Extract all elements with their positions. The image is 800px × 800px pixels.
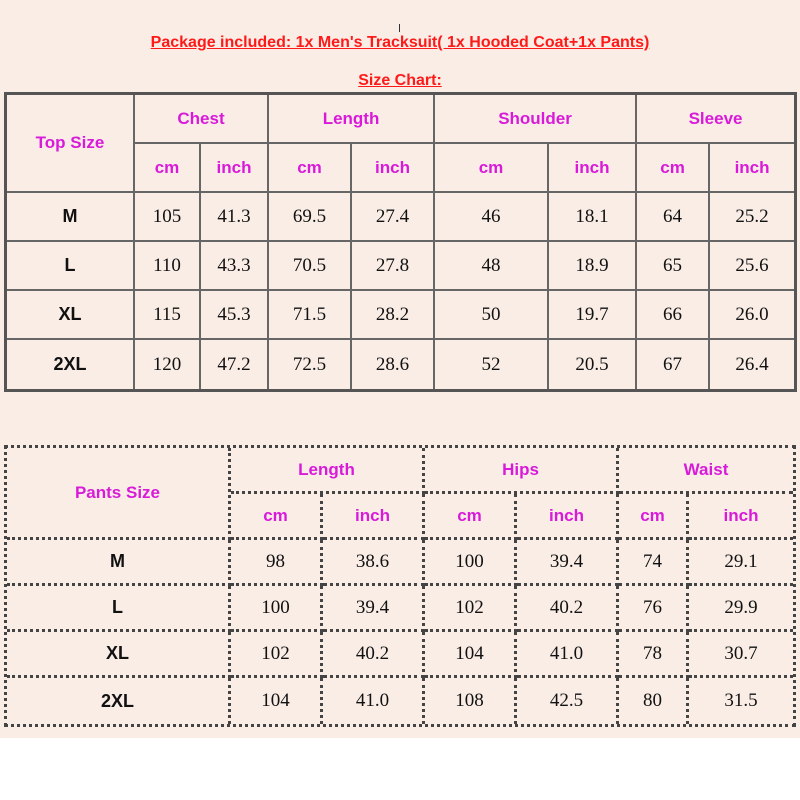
table-cell: 98 [231,540,323,586]
table-row [7,340,794,389]
length-header: Length [231,448,425,494]
unit-header: cm [435,144,549,193]
unit-header: inch [352,144,435,193]
table-cell: 102 [231,632,323,678]
pants-size-table [4,445,796,727]
table-cell: 78 [619,632,689,678]
chest-header: Chest [135,95,269,144]
table-cell: 42.5 [517,678,619,724]
table-cell: 120 [135,340,201,389]
table-cell: 108 [425,678,517,724]
table-cell: 39.4 [323,586,425,632]
table-cell: 115 [135,291,201,340]
table-cell: 41.0 [517,632,619,678]
table-cell: 26.0 [710,291,794,340]
table-cell: 27.8 [352,242,435,291]
size-label: 2XL [7,678,231,724]
table-cell: 50 [435,291,549,340]
table-cell: 29.9 [689,586,793,632]
unit-header: cm [619,494,689,540]
table-cell: 66 [637,291,710,340]
top-size-header: Top Size [7,95,135,193]
size-label: 2XL [7,340,135,389]
table-cell: 102 [425,586,517,632]
table-row [7,291,794,340]
table-cell: 40.2 [517,586,619,632]
table-cell: 71.5 [269,291,352,340]
table-row [7,540,793,586]
table-cell: 28.6 [352,340,435,389]
size-label: XL [7,291,135,340]
pants-size-header: Pants Size [7,448,231,540]
unit-header: cm [231,494,323,540]
table-row [7,193,794,242]
table-row [7,678,793,724]
package-included-text: Package included: 1x Men's Tracksuit( 1x Hooded Coat+1x Pants) [150,34,650,51]
unit-header: inch [517,494,619,540]
table-cell: 80 [619,678,689,724]
table-cell: 104 [425,632,517,678]
table-cell: 39.4 [517,540,619,586]
length-header: Length [269,95,435,144]
hips-header: Hips [425,448,619,494]
unit-header: inch [689,494,793,540]
table-cell: 104 [231,678,323,724]
table-cell: 27.4 [352,193,435,242]
table-cell: 72.5 [269,340,352,389]
top-size-table [4,92,797,392]
table-cell: 110 [135,242,201,291]
table-row [7,586,793,632]
unit-header: inch [201,144,269,193]
size-label: M [7,540,231,586]
table-cell: 19.7 [549,291,637,340]
unit-header: cm [637,144,710,193]
size-label: XL [7,632,231,678]
table-cell: 25.2 [710,193,794,242]
unit-header: cm [135,144,201,193]
table-cell: 67 [637,340,710,389]
table-cell: 20.5 [549,340,637,389]
unit-header: inch [323,494,425,540]
size-label: M [7,193,135,242]
table-cell: 100 [231,586,323,632]
table-cell: 100 [425,540,517,586]
table-cell: 18.9 [549,242,637,291]
table-cell: 76 [619,586,689,632]
size-label: L [7,242,135,291]
table-cell: 65 [637,242,710,291]
size-chart-title: Size Chart: [358,72,442,89]
table-cell: 30.7 [689,632,793,678]
table-cell: 31.5 [724,690,758,711]
table-cell: 48 [435,242,549,291]
table-cell: 70.5 [269,242,352,291]
table-cell: 41.0 [323,678,425,724]
table-cell: 28.2 [352,291,435,340]
size-label: L [7,586,231,632]
table-cell: 43.3 [201,242,269,291]
waist-header: Waist [619,448,793,494]
table-cell: 41.3 [201,193,269,242]
shoulder-header: Shoulder [435,95,637,144]
unit-header: cm [269,144,352,193]
table-cell: 47.2 [201,340,269,389]
top-tick-mark [399,24,400,32]
table-cell: 40.2 [323,632,425,678]
table-cell: 69.5 [269,193,352,242]
table-row [7,632,793,678]
table-cell: 52 [435,340,549,389]
table-cell: 46 [435,193,549,242]
unit-header: cm [425,494,517,540]
table-cell: 29.1 [689,540,793,586]
table-cell: 18.1 [549,193,637,242]
unit-header: inch [710,144,794,193]
table-cell: 45.3 [201,291,269,340]
table-cell: 25.6 [710,242,794,291]
table-cell: 64 [637,193,710,242]
unit-header: inch [549,144,637,193]
table-cell: 38.6 [323,540,425,586]
table-row [7,242,794,291]
sleeve-header: Sleeve [637,95,794,144]
table-cell: 26.4 [735,353,769,375]
table-cell: 105 [135,193,201,242]
table-cell: 74 [619,540,689,586]
